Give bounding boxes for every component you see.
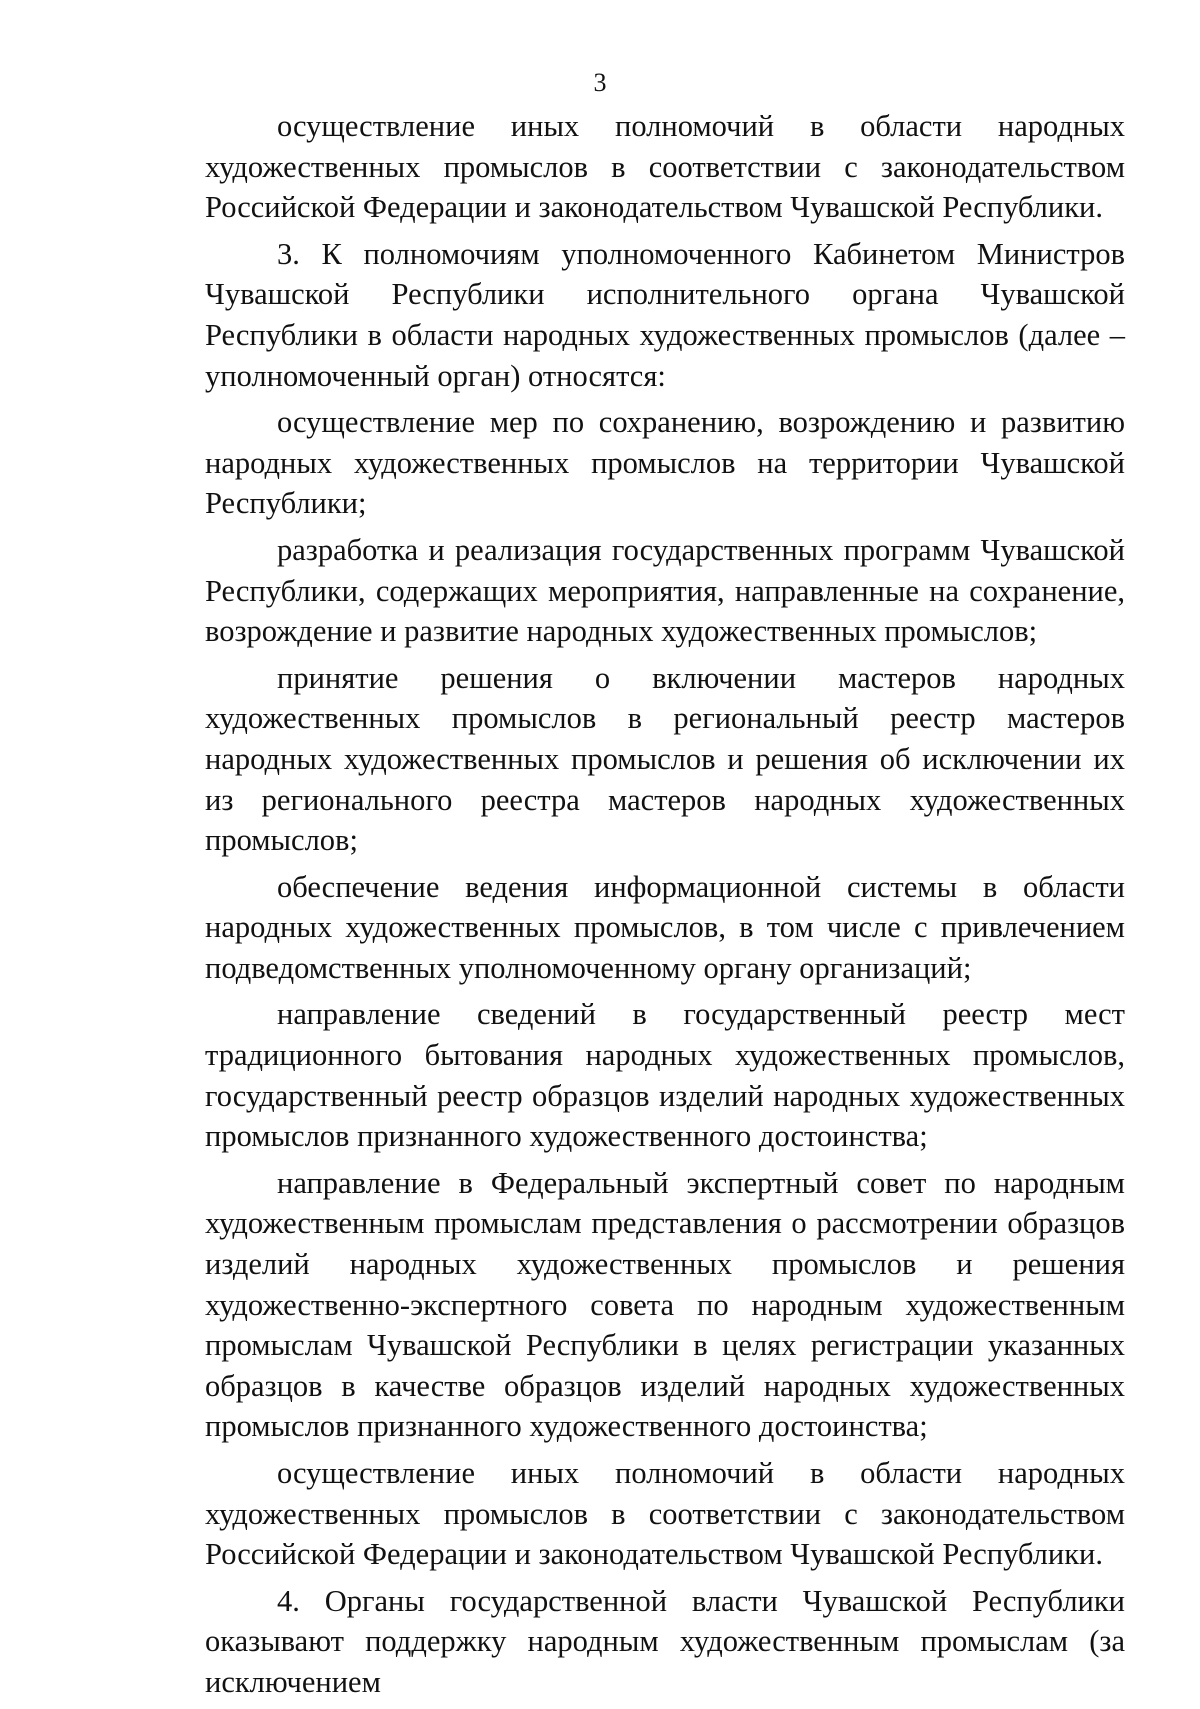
paragraph: 4. Органы государственной власти Чувашской Республики оказывают поддержку народным художественным промыслам (за исключением [205,1583,1125,1699]
paragraph: осуществление мер по сохранению, возрождению и развитию народных художественных промыслов на территории Чувашской Республики; [205,405,1125,521]
paragraph: осуществление иных полномочий в области народных художественных промыслов в соответствии с законодательством Российской Федерации и законодательством Чувашской Республики. [205,109,1125,225]
paragraph: 3. К полномочиям уполномоченного Кабинетом Министров Чувашской Республики исполнительного органа Чувашской Республики в области народных художественных промыслов (далее – уполномоченный орган) относятся: [205,236,1125,393]
paragraph: направление в Федеральный экспертный совет по народным художественным промыслам представления о рассмотрении образцов изделий народных художественных промыслов и решения художественно-экспертного совета по народным художественным промыслам Чувашской Республики в целях регистрации указанных образцов в качестве образцов изделий народных художественных промыслов признанного художественного достоинства; [205,1165,1125,1444]
page-number: 3 [593,68,607,97]
paragraph: разработка и реализация государственных программ Чувашской Республики, содержащих мероприятия, направленные на сохранение, возрождение и развитие народных художественных промыслов; [205,532,1125,649]
document-body [205,106,1125,1709]
paragraph: направление сведений в государственный реестр мест традиционного бытования народных художественных промыслов, государственный реестр образцов изделий народных художественных промыслов признанного художественного достоинства; [205,997,1125,1154]
paragraph: обеспечение ведения информационной системы в области народных художественных промыслов, в том числе с привлечением подведомственных уполномоченному органу организаций; [205,869,1125,985]
paragraph: осуществление иных полномочий в области народных художественных промыслов в соответствии с законодательством Российской Федерации и законодательством Чувашской Республики. [205,1456,1125,1572]
paragraph: принятие решения о включении мастеров народных художественных промыслов в региональный реестр мастеров народных художественных промыслов и решения об исключении их из регионального реестра мастеров народных художественных промыслов; [205,660,1125,858]
